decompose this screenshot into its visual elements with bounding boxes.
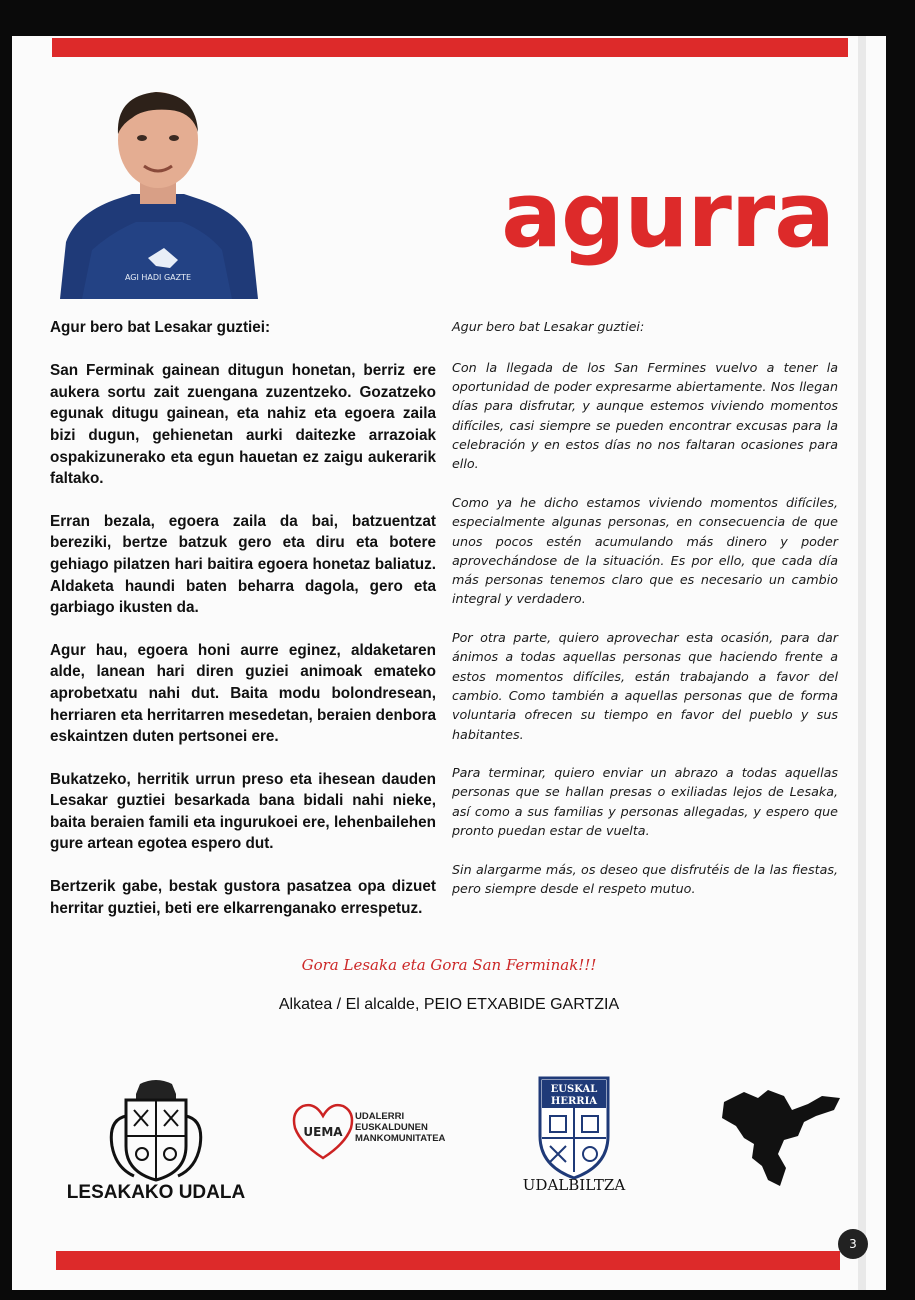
basque-paragraph: Erran bezala, egoera zaila da bai, batzuentzat bereziki, bertze batzuk gero eta diru eta botere gehiago pilatzen hari baitira egoera honetaz baliatuz. Aldaketa haundi baten beharra dagola, gero eta garbiago ikusten da.	[50, 512, 436, 617]
lesaka-udala-label: LESAKAKO UDALA	[66, 1182, 246, 1203]
festival-slogan: Gora Lesaka eta Gora San Ferminak!!!	[301, 956, 597, 974]
bottom-red-bar	[56, 1251, 840, 1270]
spanish-paragraph: Con la llegada de los San Fermines vuelvo a tener la oportunidad de poder expresarme abiertamente. Nos llegan días para disfrutar, y aunque estemos viviendo momentos difíciles, casi siempre se pueden encontrar excusas para la celebración y en estos días no nos faltaran ocasiones para ello.	[452, 359, 838, 472]
magazine-page	[12, 36, 886, 1290]
uema-line: MANKOMUNITATEA	[355, 1133, 446, 1144]
basque-paragraph: Bukatzeko, herritik urrun preso eta ihesean dauden Lesakar guztiei besarkada bana bidali nahi nieke, baita beraien famili eta ingurukoei ere, lehenbailehen gure artean egotea espero dut.	[50, 770, 436, 853]
spanish-column	[452, 317, 838, 918]
basque-column	[50, 317, 436, 940]
spanish-paragraph: Por otra parte, quiero aprovechar esta ocasión, para dar ánimos a todas aquellas personas que haciendo frente a estos momentos difíciles, están trabajando a favor del cambio. Como también a aquellas personas que de forma voluntaria ofrecen su tiempo en favor del pueblo y sus habitantes.	[452, 630, 838, 742]
shirt-text: AGI HADI GAZTE	[124, 273, 192, 282]
udalbiltza-label: UDALBILTZA	[522, 1176, 626, 1194]
euskal-herria-map-icon	[718, 1082, 842, 1190]
udalbiltza-shield-icon	[534, 1072, 614, 1182]
uema-line: UDALERRI	[355, 1111, 405, 1122]
basque-paragraph: Bertzerik gabe, bestak gustora pasatzea opa dizuet herritar guztiei, beti ere elkarrenganako errespetuz.	[50, 878, 436, 917]
basque-paragraph: Agur hau, egoera honi aurre eginez, aldaketaren alde, lanean hari diren guziei animoak emateko aprobetxatu nahi dut. Baita modu bolondresean, herriaren eta herritarren mesedetan, beraien denbora eskaintzen duten pertsonei ere.	[50, 641, 436, 746]
basque-paragraph: San Ferminak gainean ditugun honetan, berriz ere aukera sortu zait zuengana zuzentzeko. Gozatzeko egunak ditugu gainean, eta nahiz eta egoera zaila bizi dugun, gehienetan aurki daitezke arrazoiak ospakizunerako eta egun hauetan ez zaigu aukerarik faltako.	[50, 362, 436, 488]
page-edge	[858, 36, 866, 1290]
page-number: 3	[838, 1229, 868, 1259]
mayor-photo	[52, 82, 260, 299]
uema-badge-text: UEMA	[303, 1125, 343, 1139]
uema-label	[355, 1111, 445, 1144]
uema-line: EUSKALDUNEN	[355, 1122, 428, 1133]
mayor-signature: Alkatea / El alcalde, PEIO ETXABIDE GARTZIA	[278, 996, 620, 1013]
ub-banner-line: HERRIA	[550, 1096, 598, 1107]
top-red-bar	[52, 38, 848, 57]
ub-banner-line: EUSKAL	[550, 1084, 598, 1095]
spanish-paragraph: Sin alargarme más, os deseo que disfrutéis de la las fiestas, pero siempre desde el respeto mutuo.	[452, 861, 838, 896]
basque-greeting: Agur bero bat Lesakar guztiei:	[50, 319, 271, 336]
spanish-paragraph: Para terminar, quiero enviar un abrazo a todas aquellas personas que se hallan presas o exiliadas lejos de Lesaka, así como a sus familias y personas allegadas, y espero que pronto puedan estar de vuelta.	[452, 765, 838, 839]
page-title: agurra	[501, 163, 834, 268]
spanish-paragraph: Como ya he dicho estamos viviendo momentos difíciles, especialmente algunas personas, en consecuencia de que unos pocos estén acumulando más dinero y poder aprovechándose de la situación. Es por ello, que cada día más personas tenemos claro que es necesario un cambio integral y verdadero.	[452, 494, 838, 607]
spanish-greeting: Agur bero bat Lesakar guztiei:	[452, 319, 645, 334]
